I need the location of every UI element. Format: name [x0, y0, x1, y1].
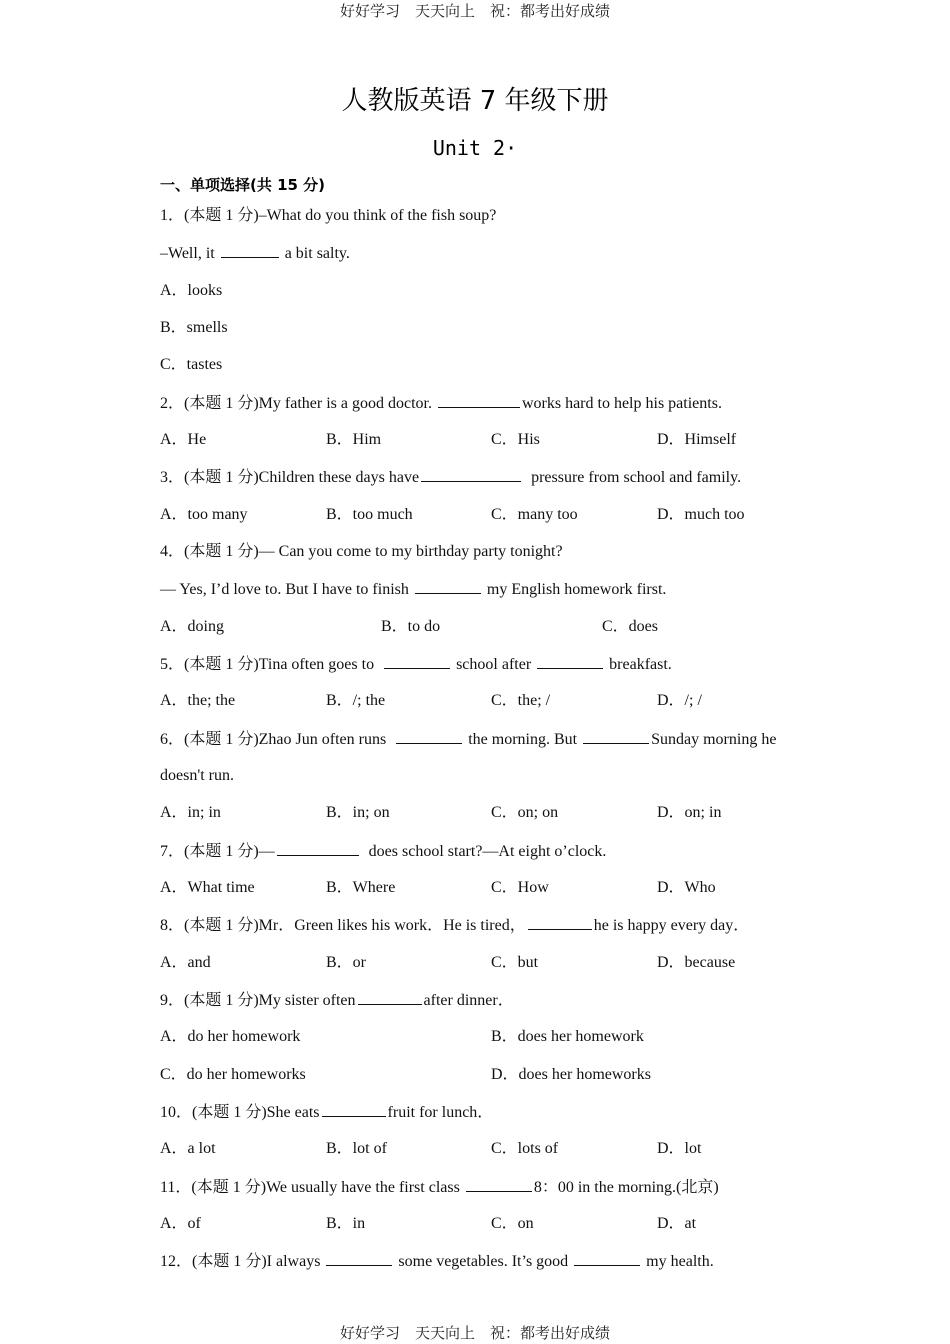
q2-stem-a: 2．(本题 1 分)My father is a good doctor.: [160, 395, 432, 412]
q9-option-a: A．do her homework: [160, 1028, 301, 1045]
question-5-stem: [160, 654, 672, 674]
q8-option-d: D．because: [657, 954, 736, 971]
question-1-line2: [160, 243, 350, 263]
question-2-stem: [160, 393, 722, 413]
q11-option-b: B．in: [326, 1215, 366, 1232]
q1-option-a: A．looks: [160, 282, 223, 299]
q9-option-b: B．does her homework: [491, 1028, 644, 1045]
page-footer: 好好学习 天天向上 祝：都考出好成绩: [339, 1324, 610, 1342]
answer-blank: [396, 729, 462, 744]
document-title: 人教版英语 7 年级下册: [341, 86, 609, 116]
q2-option-c: C．His: [491, 431, 540, 448]
q9-option-d: D．does her homeworks: [491, 1066, 651, 1083]
q1-option-c: C．tastes: [160, 356, 223, 373]
question-6-stem: [160, 729, 776, 749]
q7-stem-b: does school start?—At eight o’clock.: [368, 843, 607, 860]
q12-stem-b: some vegetables. It’s good: [398, 1253, 569, 1270]
answer-blank: [415, 579, 481, 594]
question-12-stem: [160, 1251, 714, 1271]
q6-stem-a: 6．(本题 1 分)Zhao Jun often runs: [160, 731, 387, 748]
q7-option-c: C．How: [491, 879, 549, 896]
q1-line2-b: a bit salty.: [284, 245, 350, 262]
q12-stem-c: my health.: [646, 1253, 714, 1270]
q5-option-a: A．the; the: [160, 692, 236, 709]
q2-option-b: B．Him: [326, 431, 382, 448]
answer-blank: [537, 654, 603, 669]
question-6-line2: doesn't run.: [160, 767, 234, 784]
q7-stem-a: 7．(本题 1 分)—: [160, 843, 275, 860]
answer-blank: [326, 1251, 392, 1266]
question-9-stem: [160, 990, 514, 1010]
answer-blank: [277, 841, 359, 856]
q4-line2-b: my English homework first.: [486, 581, 667, 598]
answer-blank: [421, 467, 521, 482]
q6-option-d: D．on; in: [657, 804, 722, 821]
q9-stem-a: 9．(本题 1 分)My sister often: [160, 992, 356, 1009]
q4-line2-a: — Yes, I’d love to. But I have to finish: [160, 581, 409, 598]
q8-stem-a: 8．(本题 1 分)Mr．Green likes his work．He is tired，: [160, 917, 526, 934]
answer-blank: [583, 729, 649, 744]
q5-stem-b: school after: [456, 656, 532, 673]
question-3-stem: [160, 467, 741, 487]
q5-stem-a: 5．(本题 1 分)Tina often goes to: [160, 656, 375, 673]
q5-stem-c: breakfast.: [609, 656, 672, 673]
q4-option-c: C．does: [602, 618, 659, 635]
answer-blank: [322, 1102, 386, 1117]
answer-blank: [574, 1251, 640, 1266]
q1-line2-a: –Well, it: [160, 245, 215, 262]
question-11-stem: [160, 1177, 719, 1197]
page-header: 好好学习 天天向上 祝：都考出好成绩: [339, 2, 610, 20]
answer-blank: [384, 654, 450, 669]
q6-stem-b: the morning. But: [468, 731, 578, 748]
q3-option-a: A．too many: [160, 506, 248, 523]
q5-option-c: C．the; /: [491, 692, 551, 709]
answer-blank: [438, 393, 520, 408]
question-4-stem: 4．(本题 1 分)— Can you come to my birthday party tonight?: [160, 543, 563, 560]
q11-option-c: C．on: [491, 1215, 534, 1232]
q3-option-d: D．much too: [657, 506, 745, 523]
q11-option-d: D．at: [657, 1215, 697, 1232]
q5-option-d: D．/; /: [657, 692, 702, 709]
unit-subtitle: Unit 2·: [432, 136, 518, 160]
q1-stem-text: 1．(本题 1 分)–What do you think of the fish soup?: [160, 207, 497, 224]
q11-stem-b: 8：00 in the morning.(北京): [533, 1179, 719, 1196]
q6-stem-c: Sunday morning he: [651, 731, 777, 748]
question-10-stem: [160, 1102, 493, 1122]
q1-option-b: B．smells: [160, 319, 228, 336]
q2-stem-b: works hard to help his patients.: [521, 395, 722, 412]
q3-option-c: C．many too: [491, 506, 578, 523]
q10-stem-a: 10．(本题 1 分)She eats: [160, 1104, 320, 1121]
q9-option-c: C．do her homeworks: [160, 1066, 306, 1083]
question-7-stem: [160, 841, 606, 861]
q4-option-a: A．doing: [160, 618, 225, 635]
q11-stem-a: 11．(本题 1 分)We usually have the first class: [160, 1179, 460, 1196]
q3-option-b: B．too much: [326, 506, 413, 523]
q12-stem-a: 12．(本题 1 分)I always: [160, 1253, 321, 1270]
q10-option-d: D．lot: [657, 1140, 702, 1157]
question-4-line2: [160, 579, 666, 599]
q2-option-d: D．Himself: [657, 431, 737, 448]
answer-blank: [466, 1177, 532, 1192]
q10-option-b: B．lot of: [326, 1140, 387, 1157]
answer-blank: [358, 990, 422, 1005]
q10-stem-b: fruit for lunch．: [387, 1104, 494, 1121]
q7-option-d: D．Who: [657, 879, 716, 896]
q8-option-c: C．but: [491, 954, 539, 971]
q2-option-a: A．He: [160, 431, 207, 448]
q11-option-a: A．of: [160, 1215, 201, 1232]
answer-blank: [528, 915, 592, 930]
q6-option-c: C．on; on: [491, 804, 559, 821]
q8-stem-b: he is happy every day．: [593, 917, 750, 934]
question-1-stem: [160, 206, 496, 226]
q8-option-b: B．or: [326, 954, 367, 971]
answer-blank: [221, 243, 279, 258]
q6-option-b: B．in; on: [326, 804, 390, 821]
question-8-stem: [160, 915, 749, 935]
q5-option-b: B．/; the: [326, 692, 386, 709]
q3-stem-b: pressure from school and family.: [531, 469, 742, 486]
q7-option-b: B．Where: [326, 879, 396, 896]
q10-option-a: A．a lot: [160, 1140, 216, 1157]
q8-option-a: A．and: [160, 954, 211, 971]
section-title: 一、单项选择(共 15 分): [160, 176, 326, 194]
q9-stem-b: after dinner．: [423, 992, 514, 1009]
q3-stem-a: 3．(本题 1 分)Children these days have: [160, 469, 420, 486]
q7-option-a: A．What time: [160, 879, 255, 896]
q4-option-b: B．to do: [381, 618, 441, 635]
q6-option-a: A．in; in: [160, 804, 221, 821]
q10-option-c: C．lots of: [491, 1140, 559, 1157]
